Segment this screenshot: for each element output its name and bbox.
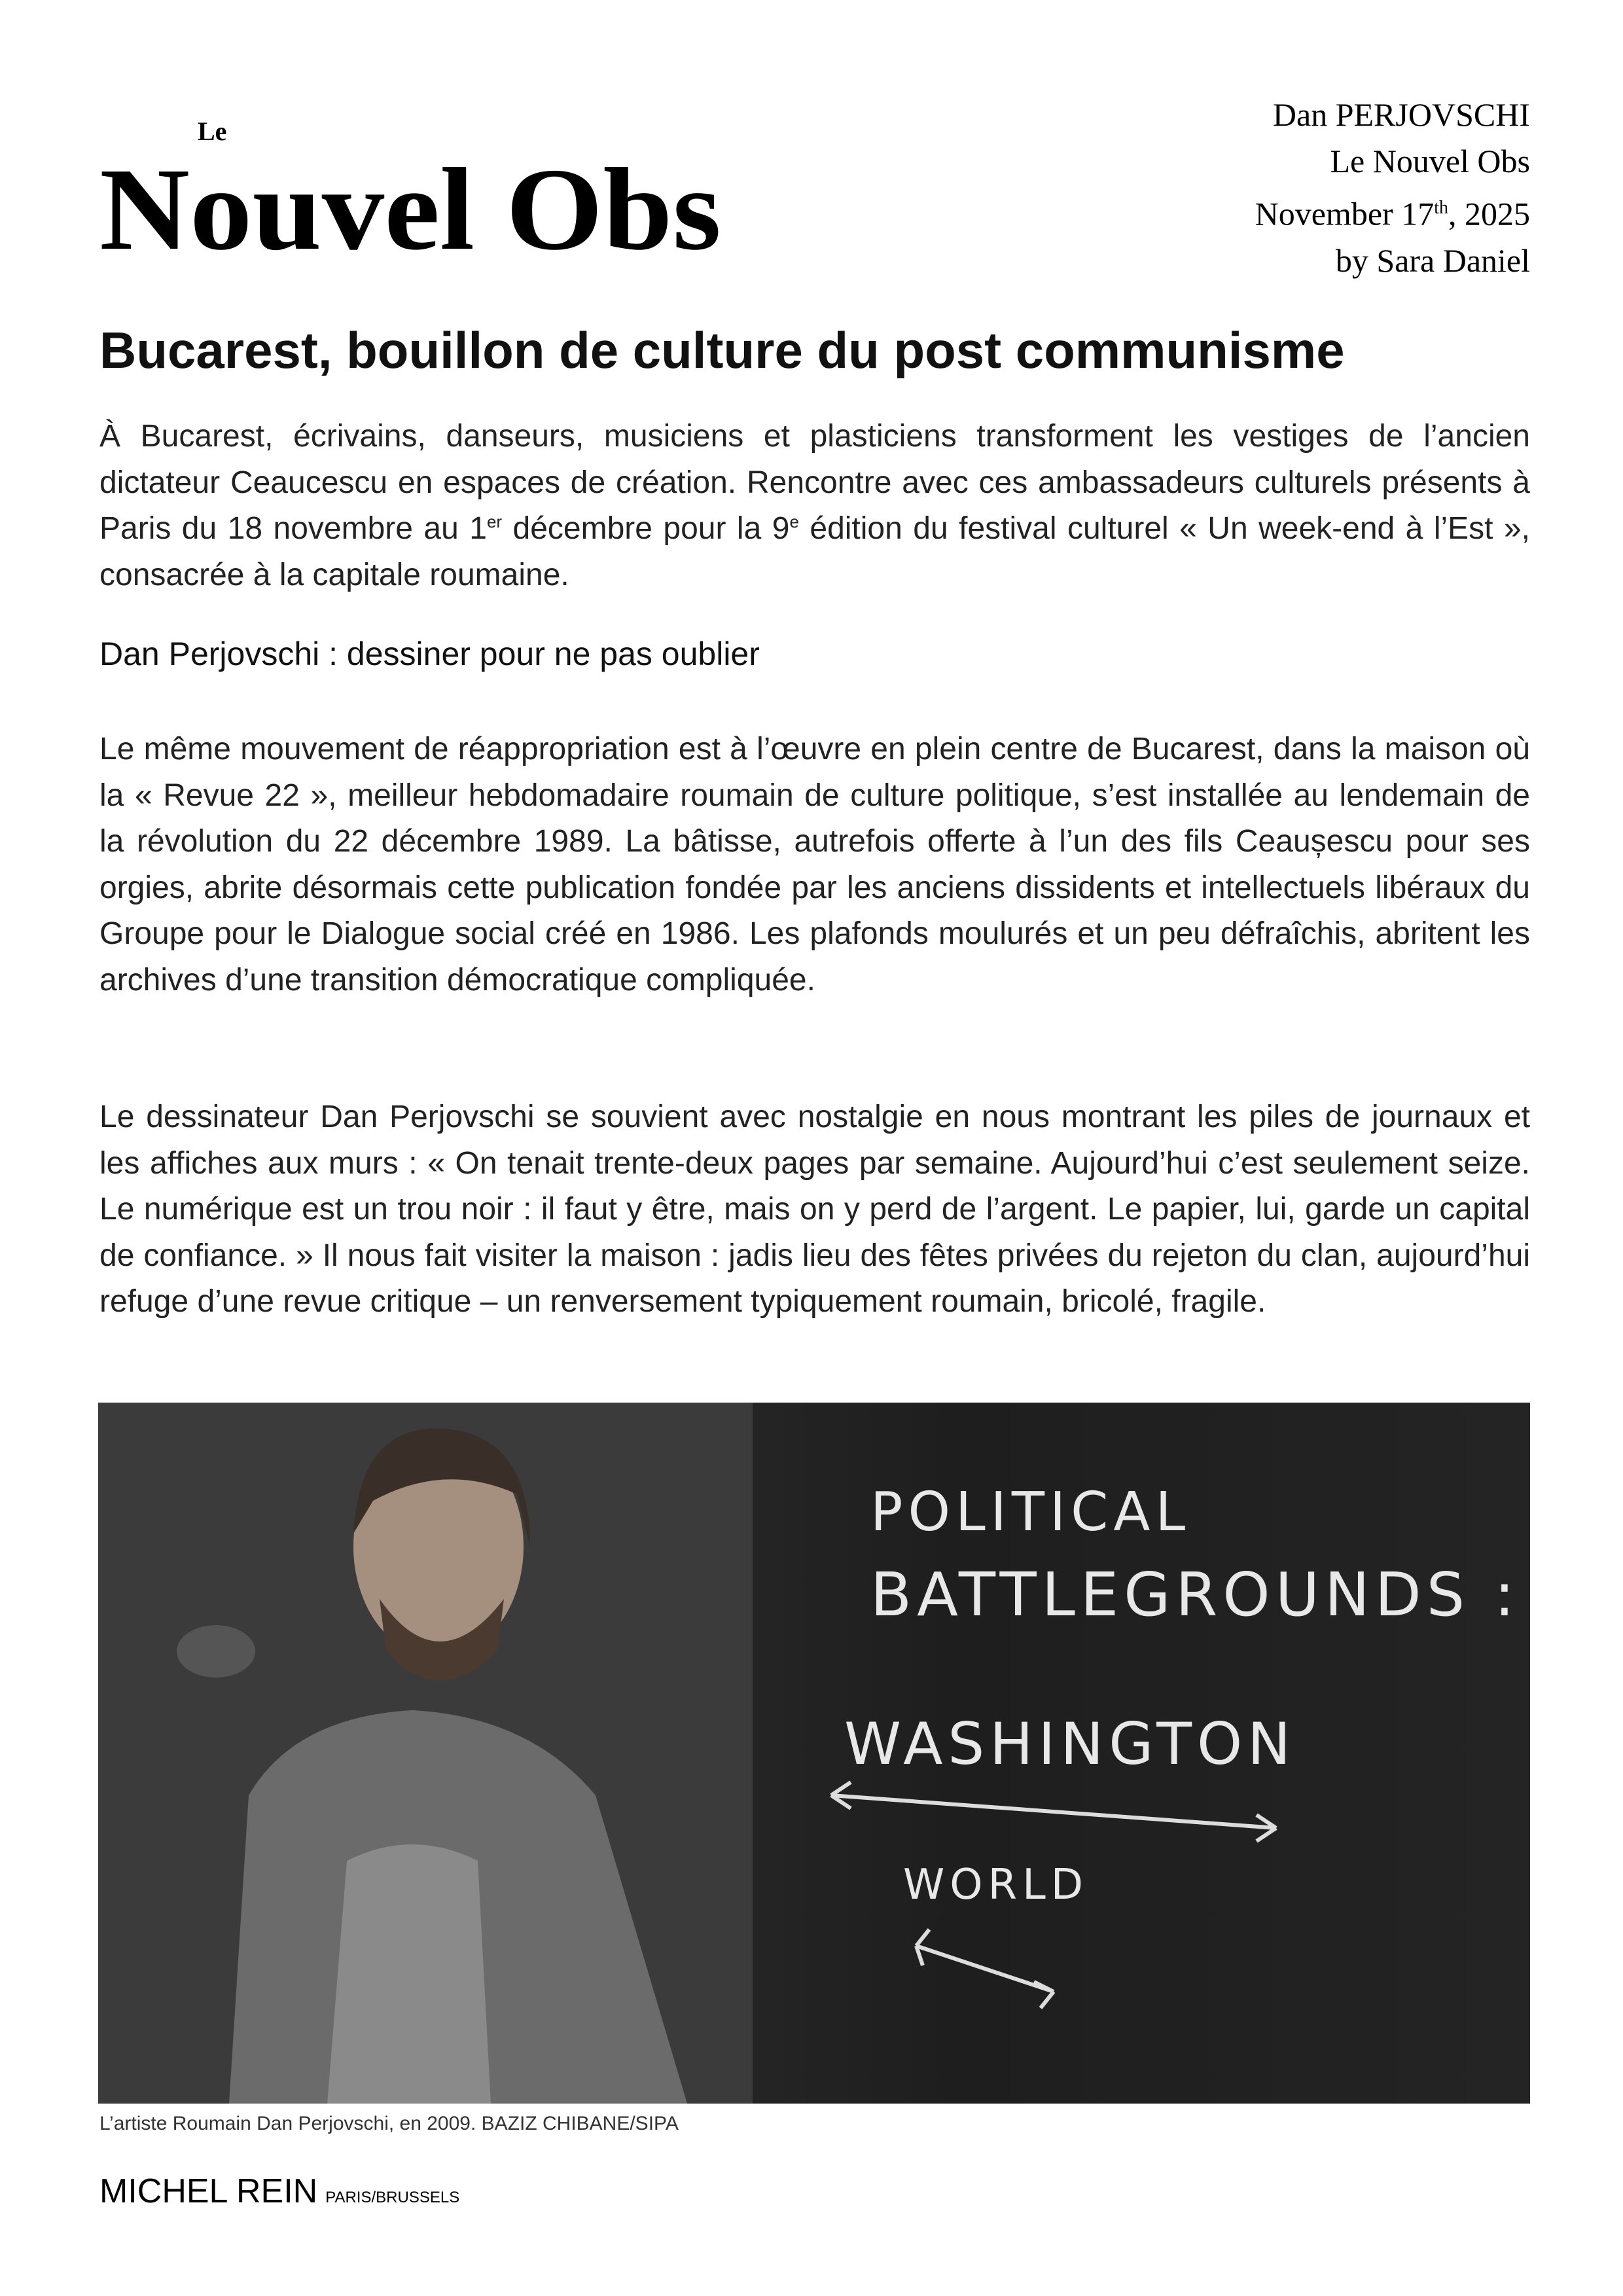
chalk-arrows <box>98 1403 1530 2104</box>
chalk-text: POLITICAL <box>870 1481 1191 1543</box>
chalk-text: WORLD <box>903 1861 1089 1909</box>
gallery-footer <box>99 2172 459 2211</box>
meta-author: by Sara Daniel <box>1335 242 1530 279</box>
chalk-text: WASHINGTON <box>844 1710 1296 1778</box>
article-subheading: Dan Perjovschi : dessiner pour ne pas oublier <box>99 636 760 672</box>
gallery-cities: PARIS/BRUSSELS <box>325 2189 460 2206</box>
meta-publication: Le Nouvel Obs <box>1330 143 1530 179</box>
article-photo <box>98 1403 1530 2104</box>
article-paragraph: Le dessinateur Dan Perjovschi se souvient avec nostalgie en nous montrant les piles de journaux et les affiches aux murs : « On tenait trente-deux pages par semaine. Aujourd’hui c’est seulement seize. Le numérique est un trou noir : il faut y être, mais on y perd de l’argent. Le papier, lui, garde un capital de confiance. » Il nous fait visiter la maison : jadis lieu des fêtes privées du rejeton du clan, aujourd’hui refuge d’une revue critique – un renversement typiquement roumain, bricolé, fragile. <box>99 1100 1530 1319</box>
article-intro: À Bucarest, écrivains, danseurs, musiciens et plasticiens transforment les vestiges de l’ancien dictateur Ceaucescu en espaces de création. Rencontre avec ces ambassadeurs culturels présents à Paris du 18 novembre au 1er décembre pour la 9e édition du festival culturel « Un week-end à l’Est », consacrée à la capitale roumaine. <box>99 419 1530 592</box>
meta-artist: Dan PERJOVSCHI <box>1272 96 1530 133</box>
nouvel-obs-logo <box>99 118 728 255</box>
article-title: Bucarest, bouillon de culture du post communisme <box>99 321 1345 379</box>
svg-text:Nouvel Obs: Nouvel Obs <box>99 144 721 255</box>
meta-date: November 17th, 2025 <box>1255 195 1530 232</box>
article-meta <box>1255 92 1530 284</box>
gallery-name: MICHEL REIN <box>99 2172 318 2210</box>
chalk-text: BATTLEGROUNDS : <box>870 1560 1520 1630</box>
svg-text:Le: Le <box>198 118 227 146</box>
photo-caption: L’artiste Roumain Dan Perjovschi, en 2009. BAZIZ CHIBANE/SIPA <box>99 2113 679 2134</box>
article-paragraph: Le même mouvement de réappropriation est à l’œuvre en plein centre de Bucarest, dans la maison où la « Revue 22 », meilleur hebdomadaire roumain de culture politique, s’est installée au lendemain de la révolution du 22 décembre 1989. La bâtisse, autrefois offerte à l’un des fils Ceaușescu pour ses orgies, abrite désormais cette publication fondée par les anciens dissidents et intellectuels libéraux du Groupe pour le Dialogue social créé en 1986. Les plafonds moulurés et un peu défraîchis, abritent les archives d’une transition démocratique compliquée. <box>99 732 1530 997</box>
